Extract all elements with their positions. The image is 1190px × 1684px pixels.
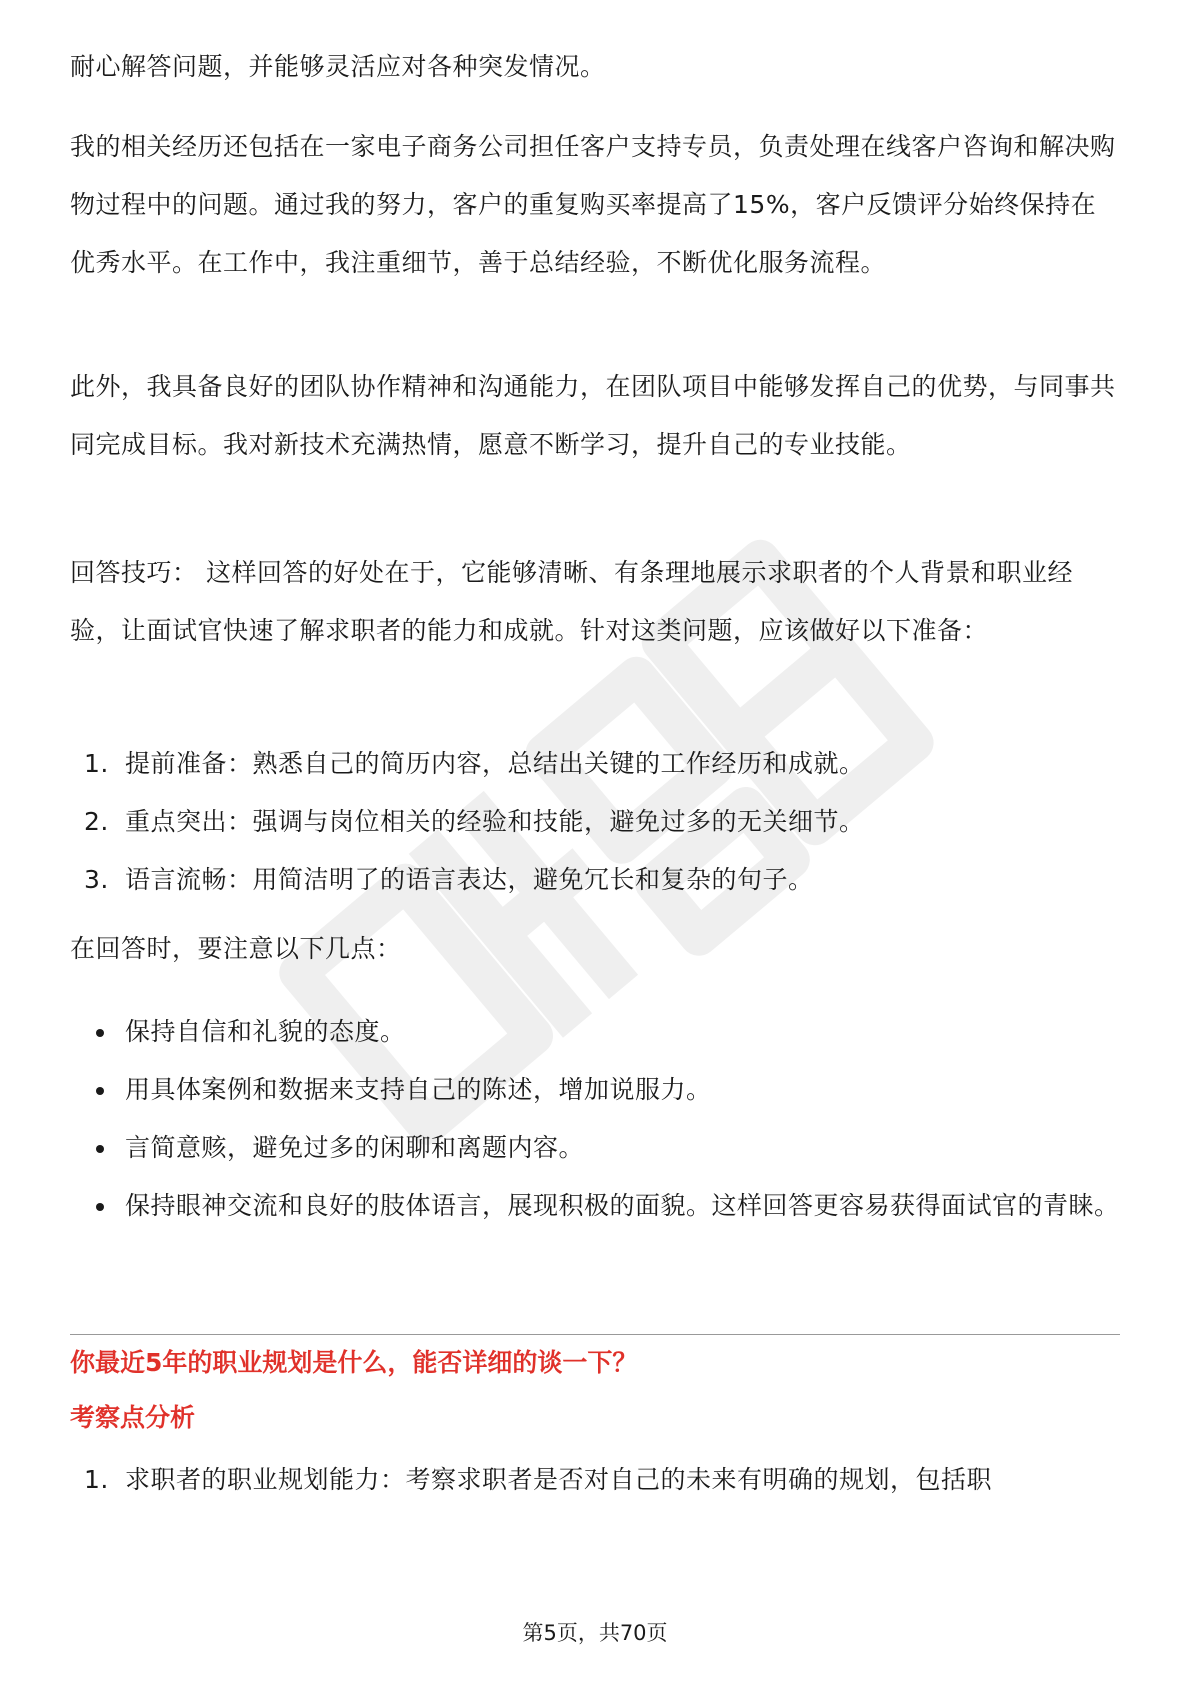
page-number: 第5页，共70页 <box>522 1621 668 1645</box>
section-divider <box>70 1334 1120 1335</box>
list-text: 重点突出：强调与岗位相关的经验和技能，避免过多的无关细节。 <box>125 807 865 836</box>
list-item <box>70 851 1120 909</box>
list-number: 2. <box>84 807 109 836</box>
prep-list <box>70 735 1120 909</box>
list-item <box>70 1119 1120 1177</box>
paragraph-experience: 我的相关经历还包括在一家电子商务公司担任客户支持专员，负责处理在线客户咨询和解决购物过程中的问题。通过我的努力，客户的重复购买率提高了15%，客户反馈评分始终保持在优秀水平。在工作中，我注重细节，善于总结经验，不断优化服务流程。 <box>70 132 1116 277</box>
question-title: 你最近5年的职业规划是什么，能否详细的谈一下？ <box>70 1348 638 1377</box>
analysis-heading: 考察点分析 <box>70 1403 196 1432</box>
list-number: 1. <box>84 749 109 778</box>
list-item <box>70 793 1120 851</box>
bullet-icon <box>96 1029 104 1037</box>
list-text: 求职者的职业规划能力：考察求职者是否对自己的未来有明确的规划，包括职 <box>125 1465 993 1494</box>
paragraph-answer-tips: 回答技巧： 这样回答的好处在于，它能够清晰、有条理地展示求职者的个人背景和职业经验，让面试官快速了解求职者的能力和成就。针对这类问题，应该做好以下准备： <box>70 558 1073 645</box>
list-text: 保持眼神交流和良好的肢体语言，展现积极的面貌。这样回答更容易获得面试官的青睐。 <box>125 1191 1120 1220</box>
list-item <box>70 735 1120 793</box>
bullet-icon <box>96 1087 104 1095</box>
paragraph-teamwork: 此外，我具备良好的团队协作精神和沟通能力，在团队项目中能够发挥自己的优势，与同事共同完成目标。我对新技术充满热情，愿意不断学习，提升自己的专业技能。 <box>70 372 1116 459</box>
list-text: 用具体案例和数据来支持自己的陈述，增加说服力。 <box>125 1075 712 1104</box>
list-item <box>70 1451 1120 1509</box>
list-text: 保持自信和礼貌的态度。 <box>125 1017 406 1046</box>
list-item <box>70 1003 1120 1061</box>
list-item <box>70 1061 1120 1119</box>
bullet-icon <box>96 1145 104 1153</box>
analysis-list <box>70 1451 1120 1509</box>
list-number: 3. <box>84 865 109 894</box>
list-text: 言简意赅，避免过多的闲聊和离题内容。 <box>125 1133 585 1162</box>
paragraph-notes-intro: 在回答时，要注意以下几点： <box>70 934 402 963</box>
list-number: 1. <box>84 1465 109 1494</box>
list-text: 语言流畅：用简洁明了的语言表达，避免冗长和复杂的句子。 <box>125 865 814 894</box>
tips-list <box>70 1003 1120 1235</box>
bullet-icon <box>96 1203 104 1211</box>
list-text: 提前准备：熟悉自己的简历内容，总结出关键的工作经历和成就。 <box>125 749 865 778</box>
list-item <box>70 1177 1120 1235</box>
paragraph-intro-tail: 耐心解答问题，并能够灵活应对各种突发情况。 <box>70 52 606 81</box>
